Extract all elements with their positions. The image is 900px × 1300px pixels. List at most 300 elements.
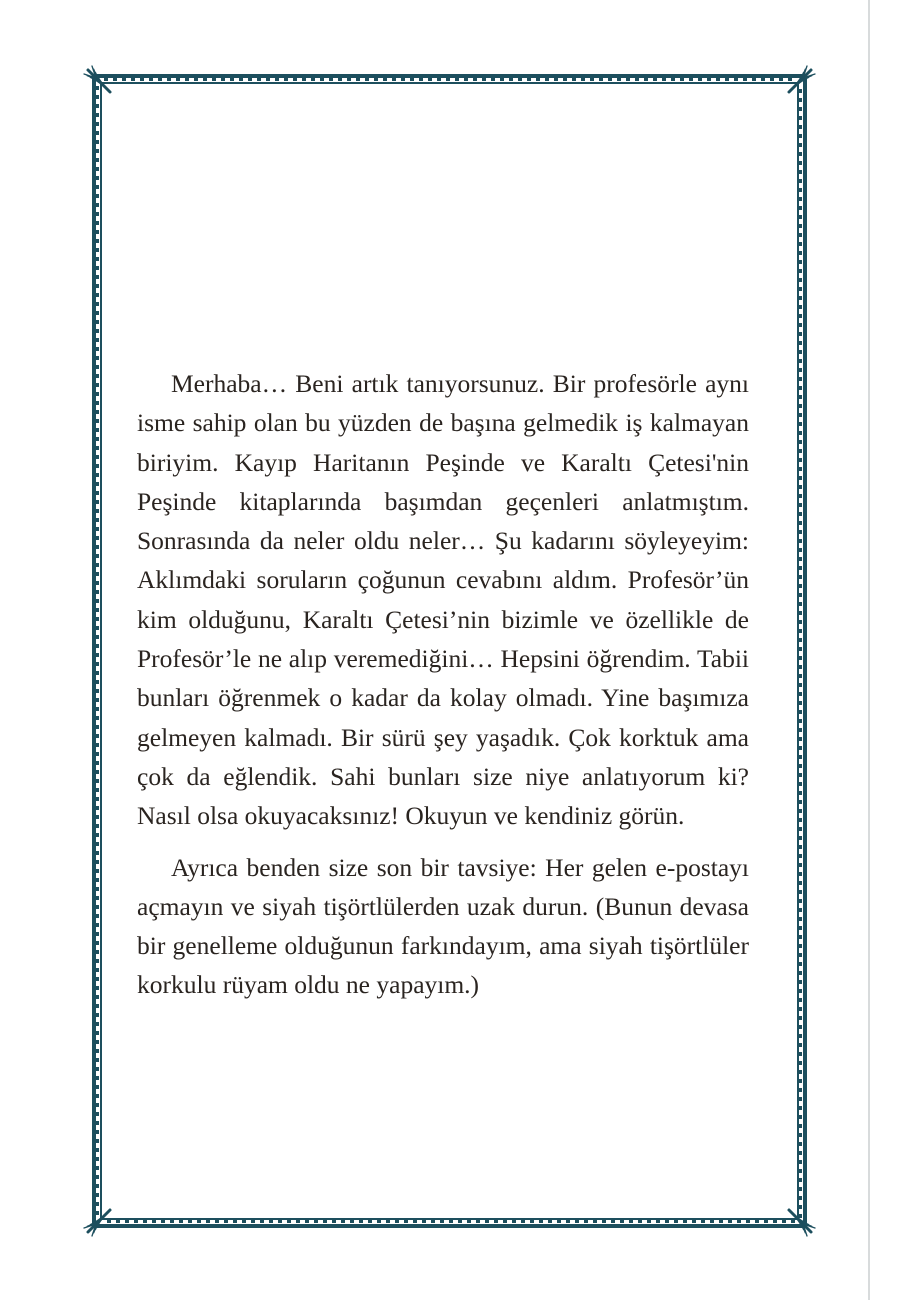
border-stitch [467, 1220, 471, 1223]
border-stitch [799, 143, 802, 147]
border-stitch [96, 392, 99, 396]
border-stitch [96, 599, 99, 603]
border-stitch [96, 797, 99, 801]
border-stitch [799, 1133, 802, 1137]
border-stitch [96, 1157, 99, 1161]
border-stitch [96, 941, 99, 945]
border-stitch [799, 746, 802, 750]
border-stitch [96, 158, 99, 162]
border-stitch [799, 809, 802, 813]
border-stitch [799, 620, 802, 624]
border-stitch [566, 1220, 570, 1223]
border-stitch [239, 78, 243, 81]
border-stitch [356, 78, 360, 81]
border-stitch [455, 78, 459, 81]
border-stitch [401, 78, 405, 81]
border-stitch [140, 78, 144, 81]
border-stitch [96, 977, 99, 981]
border-stitch [674, 1220, 678, 1223]
border-stitch [689, 78, 693, 81]
border-right-inner [797, 82, 799, 1220]
border-stitch [799, 1088, 802, 1092]
border-stitch [96, 383, 99, 387]
border-stitch [338, 78, 342, 81]
border-stitch [509, 78, 513, 81]
border-stitch [96, 743, 99, 747]
border-stitch [350, 1220, 354, 1223]
border-stitch [799, 269, 802, 273]
border-stitch [617, 78, 621, 81]
border-stitch [96, 131, 99, 135]
border-stitch [799, 251, 802, 255]
border-stitch [96, 239, 99, 243]
border-stitch [743, 78, 747, 81]
border-stitch [176, 78, 180, 81]
border-stitch [482, 78, 486, 81]
border-stitch [799, 989, 802, 993]
border-stitch [799, 260, 802, 264]
border-stitch [116, 1220, 120, 1223]
border-stitch [284, 78, 288, 81]
border-stitch [320, 78, 324, 81]
border-stitch [799, 971, 802, 975]
border-stitch [96, 986, 99, 990]
border-stitch [799, 575, 802, 579]
border-stitch [799, 557, 802, 561]
border-stitch [799, 179, 802, 183]
border-stitch [728, 1220, 732, 1223]
border-stitch [799, 359, 802, 363]
border-stitch [799, 611, 802, 615]
border-stitch [96, 464, 99, 468]
border-stitch [233, 1220, 237, 1223]
border-stitch [96, 869, 99, 873]
border-stitch [799, 206, 802, 210]
border-stitch [96, 716, 99, 720]
border-stitch [269, 1220, 273, 1223]
border-stitch [96, 1130, 99, 1134]
border-stitch [799, 107, 802, 111]
border-stitch [96, 1076, 99, 1080]
border-stitch [96, 122, 99, 126]
border-stitch [799, 296, 802, 300]
border-stitch [96, 203, 99, 207]
border-stitch [230, 78, 234, 81]
border-stitch [96, 554, 99, 558]
border-stitch [799, 413, 802, 417]
border-stitch [799, 134, 802, 138]
border-stitch [799, 836, 802, 840]
border-stitch [96, 950, 99, 954]
border-stitch [224, 1220, 228, 1223]
border-stitch [611, 1220, 615, 1223]
border-stitch [799, 485, 802, 489]
border-stitch [96, 860, 99, 864]
border-stitch [799, 1115, 802, 1119]
border-stitch [96, 275, 99, 279]
border-stitch [404, 1220, 408, 1223]
border-stitch [194, 78, 198, 81]
border-stitch [170, 1220, 174, 1223]
border-stitch [799, 593, 802, 597]
border-stitch [701, 1220, 705, 1223]
border-stitch [386, 1220, 390, 1223]
body-text [137, 364, 749, 1005]
border-stitch [530, 1220, 534, 1223]
border-stitch [96, 401, 99, 405]
border-stitch [799, 701, 802, 705]
border-stitch [96, 167, 99, 171]
border-stitch [275, 78, 279, 81]
border-stitch [799, 980, 802, 984]
border-stitch [734, 78, 738, 81]
border-bottom-outer [96, 1224, 803, 1228]
border-stitch [96, 230, 99, 234]
border-stitch [287, 1220, 291, 1223]
border-stitch [96, 293, 99, 297]
border-stitch [779, 78, 783, 81]
border-stitch [329, 78, 333, 81]
border-stitch [96, 374, 99, 378]
border-stitch [799, 935, 802, 939]
border-stitch [799, 188, 802, 192]
border-stitch [96, 545, 99, 549]
border-stitch [581, 78, 585, 81]
border-stitch [737, 1220, 741, 1223]
border-stitch [446, 78, 450, 81]
border-stitch [96, 455, 99, 459]
border-stitch [503, 1220, 507, 1223]
border-stitch [96, 518, 99, 522]
border-stitch [799, 368, 802, 372]
border-stitch [458, 1220, 462, 1223]
border-stitch [476, 1220, 480, 1223]
border-stitch [799, 719, 802, 723]
border-stitch [248, 78, 252, 81]
border-stitch [96, 365, 99, 369]
border-stitch [96, 635, 99, 639]
border-stitch [770, 78, 774, 81]
border-stitch [799, 512, 802, 516]
border-stitch [644, 78, 648, 81]
border-stitch [782, 1220, 786, 1223]
border-stitch [149, 78, 153, 81]
border-stitch [799, 1097, 802, 1101]
border-right-outer [803, 78, 807, 1224]
border-stitch [799, 773, 802, 777]
border-stitch [96, 968, 99, 972]
border-stitch [799, 1079, 802, 1083]
border-stitch [799, 233, 802, 237]
border-stitch [799, 377, 802, 381]
border-stitch [557, 1220, 561, 1223]
border-stitch [96, 1058, 99, 1062]
border-stitch [473, 78, 477, 81]
border-stitch [485, 1220, 489, 1223]
border-stitch [799, 1106, 802, 1110]
border-stitch [799, 791, 802, 795]
border-stitch [799, 1178, 802, 1182]
border-stitch [799, 341, 802, 345]
border-stitch [799, 98, 802, 102]
border-stitch [374, 78, 378, 81]
border-stitch [653, 78, 657, 81]
border-stitch [799, 422, 802, 426]
border-stitch [332, 1220, 336, 1223]
border-stitch [518, 78, 522, 81]
border-stitch [422, 1220, 426, 1223]
border-stitch [527, 78, 531, 81]
border-stitch [96, 932, 99, 936]
border-stitch [746, 1220, 750, 1223]
border-stitch [545, 78, 549, 81]
border-stitch [96, 473, 99, 477]
border-stitch [96, 113, 99, 117]
border-stitch [608, 78, 612, 81]
border-stitch [96, 95, 99, 99]
border-stitch [96, 248, 99, 252]
border-stitch [96, 671, 99, 675]
border-stitch [799, 1034, 802, 1038]
border-stitch [799, 827, 802, 831]
border-top-outer [96, 74, 803, 78]
border-stitch [799, 944, 802, 948]
border-stitch [96, 626, 99, 630]
border-stitch [799, 890, 802, 894]
border-stitch [491, 78, 495, 81]
paragraph-intro: Merhaba… Beni artık tanıyorsunuz. Bir profesörle aynı isme sahip olan bu yüzden de başına gelmedik iş kalmayan biriyim. Kayıp Haritanın Peşinde ve Karaltı Çetesi'nin Peşinde kitaplarında başımdan geçenleri anlatmıştım. Sonrasında da neler oldu neler… Şu kadarını söyleyeyim: Aklımdaki soruların çoğunun cevabını aldım. Profesör’ün kim olduğunu, Karaltı Çetesi’nin bizimle ve özellikle de Profesör’le ne alıp veremediğini… Hepsini öğrendim. Tabii bunları öğrenmek o kadar da kolay olmadı. Yine başımıza gelmeyen kalmadı. Bir sürü şey yaşadık. Çok korktuk ama çok da eğlendik. Sahi bunları size niye anlatıyorum ki? Nasıl olsa okuyacaksınız! Okuyun ve kendiniz görün. [137, 369, 749, 831]
border-stitch [799, 1124, 802, 1128]
border-stitch [96, 680, 99, 684]
border-stitch [413, 1220, 417, 1223]
border-stitch [575, 1220, 579, 1223]
border-stitch [635, 78, 639, 81]
border-stitch [96, 698, 99, 702]
border-stitch [799, 242, 802, 246]
border-stitch [96, 509, 99, 513]
border-stitch [96, 419, 99, 423]
border-stitch [671, 78, 675, 81]
border-stitch [799, 458, 802, 462]
border-stitch [799, 152, 802, 156]
border-stitch [96, 446, 99, 450]
border-stitch [96, 833, 99, 837]
border-stitch [96, 1193, 99, 1197]
border-stitch [395, 1220, 399, 1223]
border-stitch [572, 78, 576, 81]
border-stitch [431, 1220, 435, 1223]
border-stitch [799, 224, 802, 228]
border-stitch [96, 959, 99, 963]
border-stitch [365, 78, 369, 81]
border-stitch [206, 1220, 210, 1223]
border-stitch [683, 1220, 687, 1223]
border-stitch [96, 185, 99, 189]
border-stitch [799, 530, 802, 534]
border-stitch [662, 78, 666, 81]
border-stitch [799, 1016, 802, 1020]
border-stitch [368, 1220, 372, 1223]
border-stitch [96, 482, 99, 486]
border-stitch [419, 78, 423, 81]
border-stitch [341, 1220, 345, 1223]
border-stitch [629, 1220, 633, 1223]
border-stitch [761, 78, 765, 81]
border-stitch [548, 1220, 552, 1223]
border-stitch [536, 78, 540, 81]
border-stitch [96, 761, 99, 765]
border-stitch [799, 665, 802, 669]
border-stitch [799, 602, 802, 606]
border-stitch [96, 1040, 99, 1044]
border-stitch [626, 78, 630, 81]
border-stitch [799, 566, 802, 570]
paragraph-advice: Ayrıca benden size son bir tavsiye: Her gelen e-postayı açmayın ve siyah tişörtlülerden uzak durun. (Bunun devasa bir genelleme olduğunun farkındayım, ama siyah tişörtlüler korkulu rüyam oldu ne yapayım.) [137, 852, 749, 1000]
border-stitch [96, 644, 99, 648]
border-stitch [257, 78, 261, 81]
border-stitch [96, 1022, 99, 1026]
border-stitch [122, 78, 126, 81]
border-stitch [692, 1220, 696, 1223]
border-stitch [96, 878, 99, 882]
border-stitch [96, 1013, 99, 1017]
border-stitch [314, 1220, 318, 1223]
border-stitch [96, 563, 99, 567]
border-stitch [296, 1220, 300, 1223]
border-stitch [638, 1220, 642, 1223]
border-stitch [143, 1220, 147, 1223]
border-stitch [293, 78, 297, 81]
border-stitch [96, 1139, 99, 1143]
border-stitch [96, 707, 99, 711]
border-stitch [521, 1220, 525, 1223]
border-stitch [323, 1220, 327, 1223]
border-stitch [158, 78, 162, 81]
border-stitch [799, 278, 802, 282]
border-stitch [96, 824, 99, 828]
border-stitch [96, 752, 99, 756]
border-stitch [725, 78, 729, 81]
border-stitch [620, 1220, 624, 1223]
border-stitch [104, 78, 108, 81]
border-stitch [377, 1220, 381, 1223]
border-stitch [96, 923, 99, 927]
border-stitch [554, 78, 558, 81]
border-stitch [710, 1220, 714, 1223]
border-stitch [96, 536, 99, 540]
border-stitch [799, 404, 802, 408]
border-stitch [96, 1103, 99, 1107]
border-stitch [539, 1220, 543, 1223]
border-stitch [96, 725, 99, 729]
border-stitch [260, 1220, 264, 1223]
border-stitch [96, 581, 99, 585]
border-stitch [302, 78, 306, 81]
border-stitch [96, 1121, 99, 1125]
border-stitch [212, 78, 216, 81]
border-stitch [96, 1175, 99, 1179]
border-stitch [799, 287, 802, 291]
border-stitch [799, 503, 802, 507]
border-stitch [799, 683, 802, 687]
border-stitch [96, 896, 99, 900]
border-stitch [96, 356, 99, 360]
border-stitch [96, 149, 99, 153]
border-stitch [96, 1067, 99, 1071]
border-stitch [647, 1220, 651, 1223]
border-stitch [96, 788, 99, 792]
border-stitch [188, 1220, 192, 1223]
border-stitch [773, 1220, 777, 1223]
border-stitch [799, 764, 802, 768]
border-stitch [799, 926, 802, 930]
border-stitch [96, 806, 99, 810]
border-stitch [799, 737, 802, 741]
border-stitch [179, 1220, 183, 1223]
border-stitch [799, 674, 802, 678]
border-stitch [563, 78, 567, 81]
border-stitch [799, 1061, 802, 1065]
border-stitch [96, 734, 99, 738]
border-stitch [96, 1148, 99, 1152]
border-stitch [799, 818, 802, 822]
border-bottom-inner [100, 1218, 799, 1220]
border-stitch [799, 692, 802, 696]
border-stitch [698, 78, 702, 81]
border-stitch [96, 347, 99, 351]
border-stitch [799, 755, 802, 759]
border-stitch [799, 1187, 802, 1191]
border-stitch [764, 1220, 768, 1223]
border-stitch [96, 1004, 99, 1008]
border-stitch [799, 845, 802, 849]
border-stitch [799, 170, 802, 174]
border-stitch [752, 78, 756, 81]
border-stitch [96, 311, 99, 315]
border-stitch [96, 1184, 99, 1188]
border-stitch [96, 212, 99, 216]
border-stitch [799, 584, 802, 588]
border-stitch [799, 638, 802, 642]
border-stitch [131, 78, 135, 81]
border-stitch [96, 842, 99, 846]
border-stitch [799, 431, 802, 435]
border-stitch [113, 78, 117, 81]
border-stitch [203, 78, 207, 81]
border-stitch [167, 78, 171, 81]
border-stitch [96, 491, 99, 495]
border-stitch [392, 78, 396, 81]
border-stitch [665, 1220, 669, 1223]
border-stitch [161, 1220, 165, 1223]
border-stitch [799, 197, 802, 201]
border-stitch [96, 1202, 99, 1206]
border-stitch [96, 851, 99, 855]
border-stitch [96, 905, 99, 909]
border-left-outer [92, 78, 96, 1224]
border-stitch [791, 1220, 795, 1223]
border-stitch [799, 332, 802, 336]
border-stitch [799, 881, 802, 885]
border-stitch [96, 572, 99, 576]
border-stitch [428, 78, 432, 81]
border-stitch [799, 1205, 802, 1209]
border-stitch [602, 1220, 606, 1223]
border-stitch [437, 78, 441, 81]
border-stitch [96, 770, 99, 774]
border-stitch [96, 140, 99, 144]
border-stitch [799, 323, 802, 327]
